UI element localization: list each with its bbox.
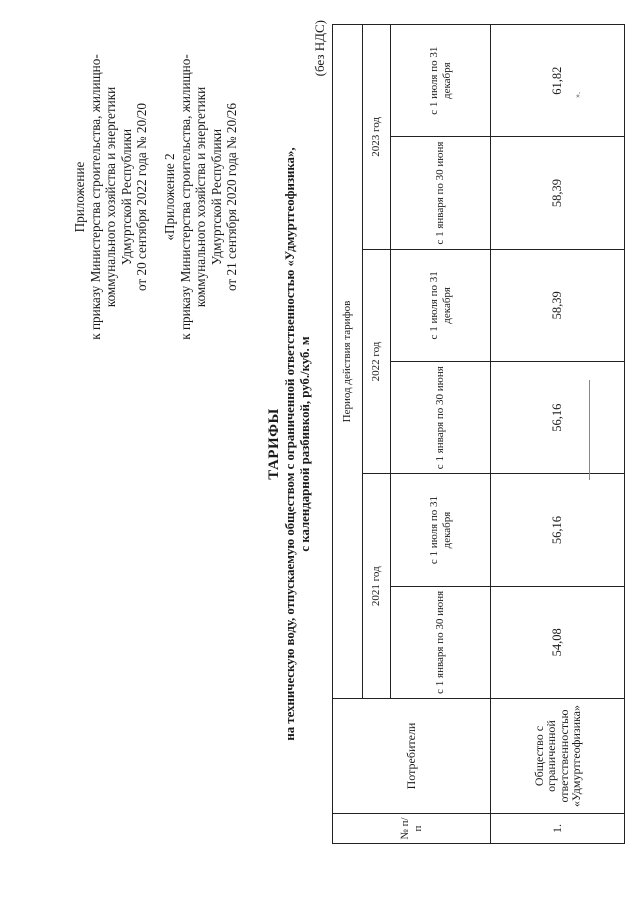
year-header: 2023 год (363, 25, 391, 250)
period-header: Период действия тарифов (333, 25, 363, 699)
appendix-header-old (162, 22, 240, 372)
appendix-line: коммунального хозяйства и энергетики (193, 86, 208, 308)
tariff-value: 54,08 (491, 586, 625, 698)
table-header-row (333, 25, 363, 844)
closing-quote-mark: ». (573, 92, 582, 98)
row-number: 1. (491, 814, 625, 844)
col-consumers-header: Потребители (333, 699, 491, 814)
rotated-content (42, 14, 602, 874)
appendix-line: от 20 сентября 2022 года № 20/20 (134, 103, 149, 291)
appendix-line: коммунального хозяйства и энергетики (103, 86, 118, 308)
appendix-line: к приказу Министерства строительства, жилищно- (87, 54, 103, 340)
tariff-value: 56,16 (491, 474, 625, 586)
tariff-value: 58,39 (491, 137, 625, 249)
appendix-line: к приказу Министерства строительства, жилищно- (177, 54, 193, 340)
col-number-header: № п/п (333, 814, 491, 844)
tariff-value: 61,82 (491, 25, 625, 137)
table-row (491, 25, 625, 844)
half-year-header: с 1 июля по 31 декабря (391, 25, 491, 137)
footnote-rule (589, 380, 590, 480)
document-subtitle-line: на техническую воду, отпускаемую обществом с ограниченной ответственностью «Удмуртгеофизика», (283, 147, 297, 741)
half-year-header: с 1 января по 30 июня (391, 362, 491, 474)
half-year-header: с 1 января по 30 июня (391, 137, 491, 249)
half-year-header: с 1 июля по 31 декабря (391, 249, 491, 361)
appendix-line: Приложение (72, 161, 87, 233)
document-subtitle-line: с календарной разбивкой, руб./куб. м (298, 336, 312, 552)
half-year-header: с 1 января по 30 июня (391, 586, 491, 698)
year-header: 2022 год (363, 249, 391, 474)
appendix-line: Удмуртской Республики (118, 128, 134, 266)
tariff-value: 56,16 (491, 362, 625, 474)
appendix-line: «Приложение 2 (162, 153, 177, 241)
appendix-header-new (72, 22, 150, 372)
half-year-header: с 1 июля по 31 декабря (391, 474, 491, 586)
year-header: 2021 год (363, 474, 391, 699)
appendix-line: Удмуртской Республики (208, 128, 224, 266)
vat-note: (без НДС) (312, 20, 327, 77)
document-title: ТАРИФЫ (266, 408, 282, 480)
consumer-name: Общество с ограниченной ответственностью «Удмуртгеофизика» (491, 699, 625, 814)
appendix-line: от 21 сентября 2020 года № 20/26 (224, 103, 239, 291)
tariff-table (332, 24, 625, 844)
title-block (266, 14, 313, 874)
tariff-value: 58,39 (491, 249, 625, 361)
